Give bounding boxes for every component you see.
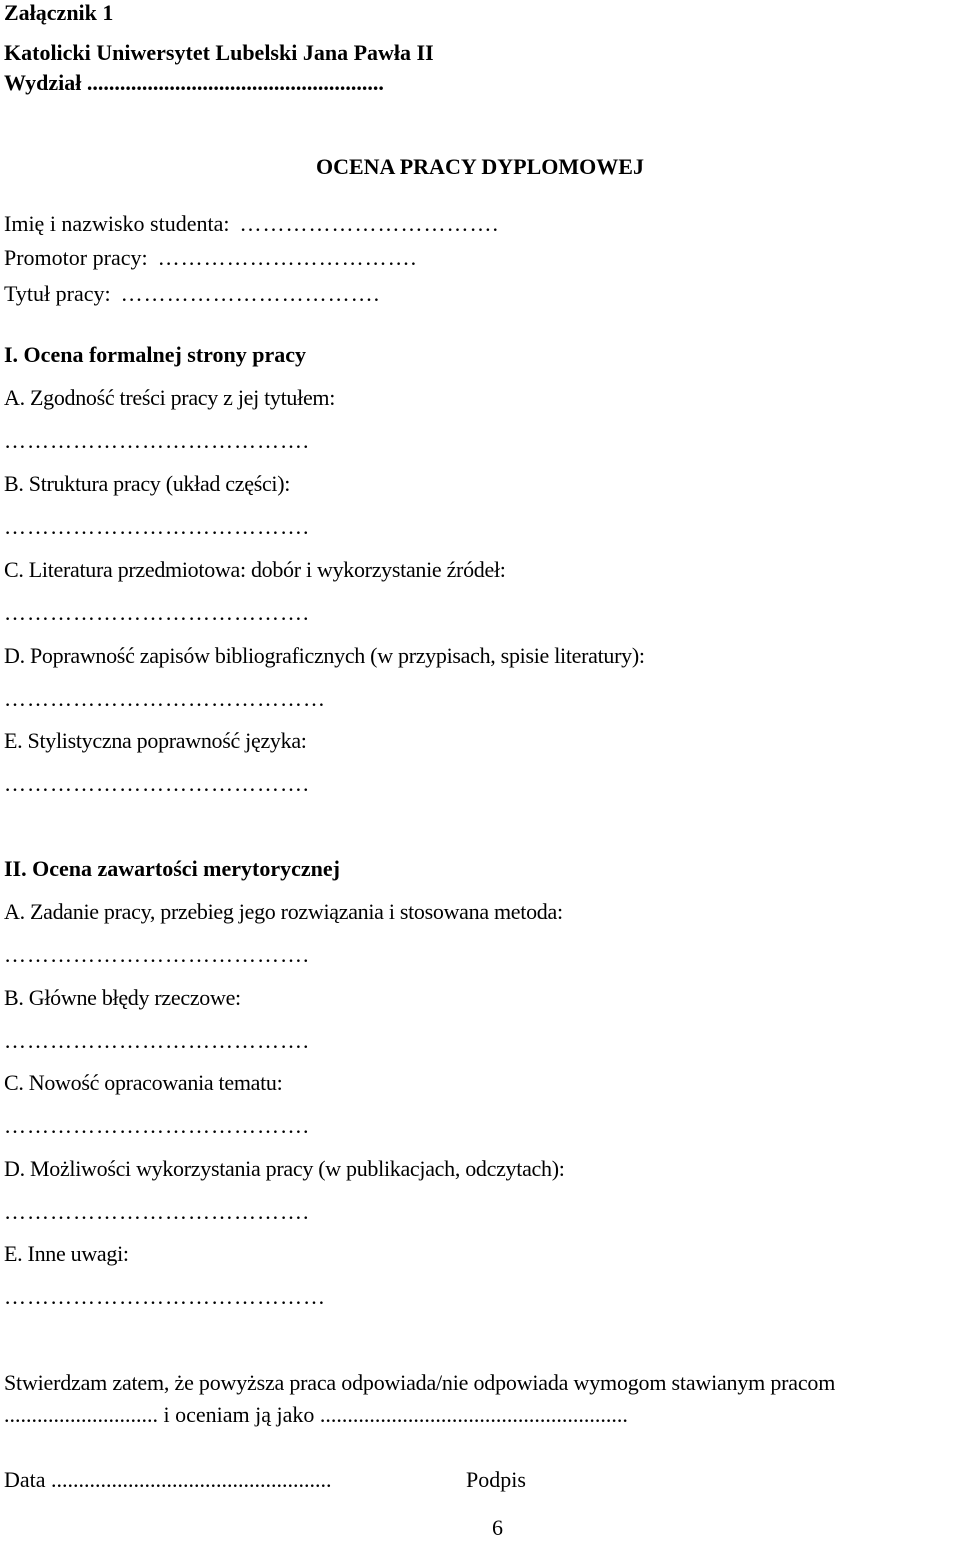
conclusion-line-2: ............................ i oceniam ją jako ........................................................: [4, 1402, 628, 1427]
conclusion-line-1: Stwierdzam zatem, że powyższa praca odpowiada/nie odpowiada wymogom stawianym pracom: [4, 1370, 836, 1395]
faculty-line: Wydział ......................................................: [4, 70, 384, 95]
section1-item-b-dots: ………………………………….: [4, 514, 310, 539]
section1-item-e-label: E. Stylistyczna poprawność języka:: [4, 728, 307, 753]
student-field: [4, 211, 499, 237]
signature-label: Podpis: [466, 1467, 526, 1492]
promotor-dots: …………………………….: [157, 245, 418, 270]
section2-item-e-label: E. Inne uwagi:: [4, 1241, 129, 1266]
thesis-title-field: [4, 281, 380, 307]
section1-item-c-label: C. Literatura przedmiotowa: dobór i wykorzystanie źródeł:: [4, 557, 506, 582]
thesis-title-dots: …………………………….: [120, 281, 381, 306]
section2-item-c-dots: ………………………………….: [4, 1113, 310, 1138]
date-line: Data ...................................................: [4, 1467, 332, 1492]
section2-heading: II. Ocena zawartości merytorycznej: [4, 856, 340, 881]
thesis-title-label: Tytuł pracy:: [4, 281, 111, 306]
section2-item-c-label: C. Nowość opracowania tematu:: [4, 1070, 283, 1095]
student-label: Imię i nazwisko studenta:: [4, 211, 230, 236]
student-dots: …………………………….: [239, 211, 499, 236]
section1-item-d-label: D. Poprawność zapisów bibliograficznych (w przypisach, spisie literatury):: [4, 643, 645, 668]
section1-item-a-dots: ………………………………….: [4, 428, 310, 453]
section1-item-b-label: B. Struktura pracy (układ części):: [4, 471, 291, 496]
section1-item-d-dots: ……………………………………: [4, 686, 326, 711]
section2-item-a-dots: ………………………………….: [4, 942, 310, 967]
section2-item-b-label: B. Główne błędy rzeczowe:: [4, 985, 241, 1010]
page-number: 6: [492, 1515, 503, 1540]
section2-item-a-label: A. Zadanie pracy, przebieg jego rozwiązania i stosowana metoda:: [4, 899, 563, 924]
university-name: Katolicki Uniwersytet Lubelski Jana Pawła II: [4, 40, 434, 65]
annex-label: Załącznik 1: [4, 0, 114, 25]
section1-item-e-dots: ………………………………….: [4, 771, 310, 796]
section2-item-b-dots: ………………………………….: [4, 1028, 310, 1053]
promotor-field: [4, 245, 417, 271]
section1-heading: I. Ocena formalnej strony pracy: [4, 342, 307, 367]
section2-item-d-label: D. Możliwości wykorzystania pracy (w publikacjach, odczytach):: [4, 1156, 565, 1181]
section1-item-a-label: A. Zgodność treści pracy z jej tytułem:: [4, 385, 336, 410]
section2-item-e-dots: ……………………………………: [4, 1284, 326, 1309]
section1-item-c-dots: ………………………………….: [4, 600, 310, 625]
promotor-label: Promotor pracy:: [4, 245, 148, 270]
document-title: OCENA PRACY DYPLOMOWEJ: [316, 154, 644, 179]
section2-item-d-dots: ………………………………….: [4, 1199, 310, 1224]
